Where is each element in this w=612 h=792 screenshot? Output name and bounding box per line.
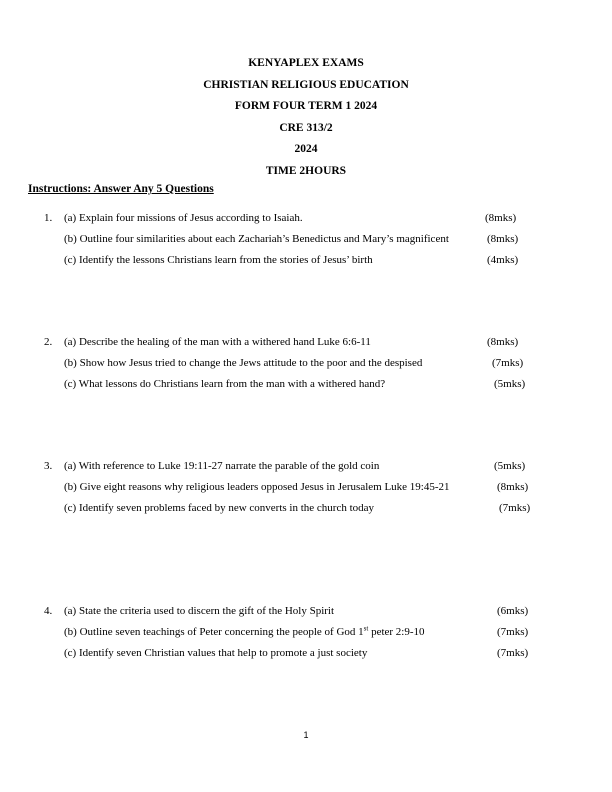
exam-time: TIME 2HOURS <box>265 164 347 177</box>
question-number: 2. <box>44 336 53 348</box>
form-term-line: FORM FOUR TERM 1 2024 <box>234 100 378 112</box>
marks-3c: (7mks) <box>499 502 531 514</box>
ordinal-superscript: st <box>363 624 369 633</box>
question-1-part-a: (a) Explain four missions of Jesus according to Isaiah. <box>64 212 303 224</box>
question-3-part-a: (a) With reference to Luke 19:11-27 narrate the parable of the gold coin <box>64 460 380 472</box>
marks-1a: (8mks) <box>485 212 517 224</box>
question-number: 3. <box>44 460 53 472</box>
marks-1c: (4mks) <box>487 254 519 266</box>
paper-code: CRE 313/2 <box>279 121 333 134</box>
question-number: 1. <box>44 212 53 224</box>
marks-2b: (7mks) <box>492 357 524 369</box>
exam-body-title: KENYAPLEX EXAMS <box>248 57 364 69</box>
marks-2c: (5mks) <box>494 378 526 390</box>
question-4-part-b <box>64 622 425 643</box>
question-4-part-b-text: (b) Outline seven teachings of Peter concerning the people of God 1 <box>64 626 364 638</box>
question-number: 4. <box>44 605 53 617</box>
marks-2a: (8mks) <box>487 336 519 348</box>
question-4-part-c: (c) Identify seven Christian values that help to promote a just society <box>64 647 368 659</box>
question-2-part-b: (b) Show how Jesus tried to change the Jews attitude to the poor and the despised <box>64 357 423 369</box>
marks-4a: (6mks) <box>497 605 529 617</box>
marks-1b: (8mks) <box>487 233 519 245</box>
question-4-part-a: (a) State the criteria used to discern the gift of the Holy Spirit <box>64 605 335 617</box>
question-3-part-c: (c) Identify seven problems faced by new converts in the church today <box>64 502 375 514</box>
question-3-part-b: (b) Give eight reasons why religious leaders opposed Jesus in Jerusalem Luke 19:45-21 <box>64 481 450 493</box>
question-2-part-a: (a) Describe the healing of the man with a withered hand Luke 6:6-11 <box>64 336 371 348</box>
exam-year: 2024 <box>294 143 318 155</box>
marks-3b: (8mks) <box>497 481 529 493</box>
question-1-part-b: (b) Outline four similarities about each Zachariah’s Benedictus and Mary’s magnificent <box>64 233 449 245</box>
question-2-part-c: (c) What lessons do Christians learn from the man with a withered hand? <box>64 378 386 390</box>
instructions: Instructions: Answer Any 5 Questions <box>28 183 214 195</box>
marks-4b: (7mks) <box>497 626 529 638</box>
question-1-part-c: (c) Identify the lessons Christians learn from the stories of Jesus’ birth <box>64 254 373 266</box>
page-number: 1 <box>303 730 309 740</box>
marks-4c: (7mks) <box>497 647 529 659</box>
marks-3a: (5mks) <box>494 460 526 472</box>
subject-title: CHRISTIAN RELIGIOUS EDUCATION <box>203 78 409 91</box>
question-4-part-b-reference: peter 2:9-10 <box>368 626 425 638</box>
exam-header <box>0 53 612 182</box>
